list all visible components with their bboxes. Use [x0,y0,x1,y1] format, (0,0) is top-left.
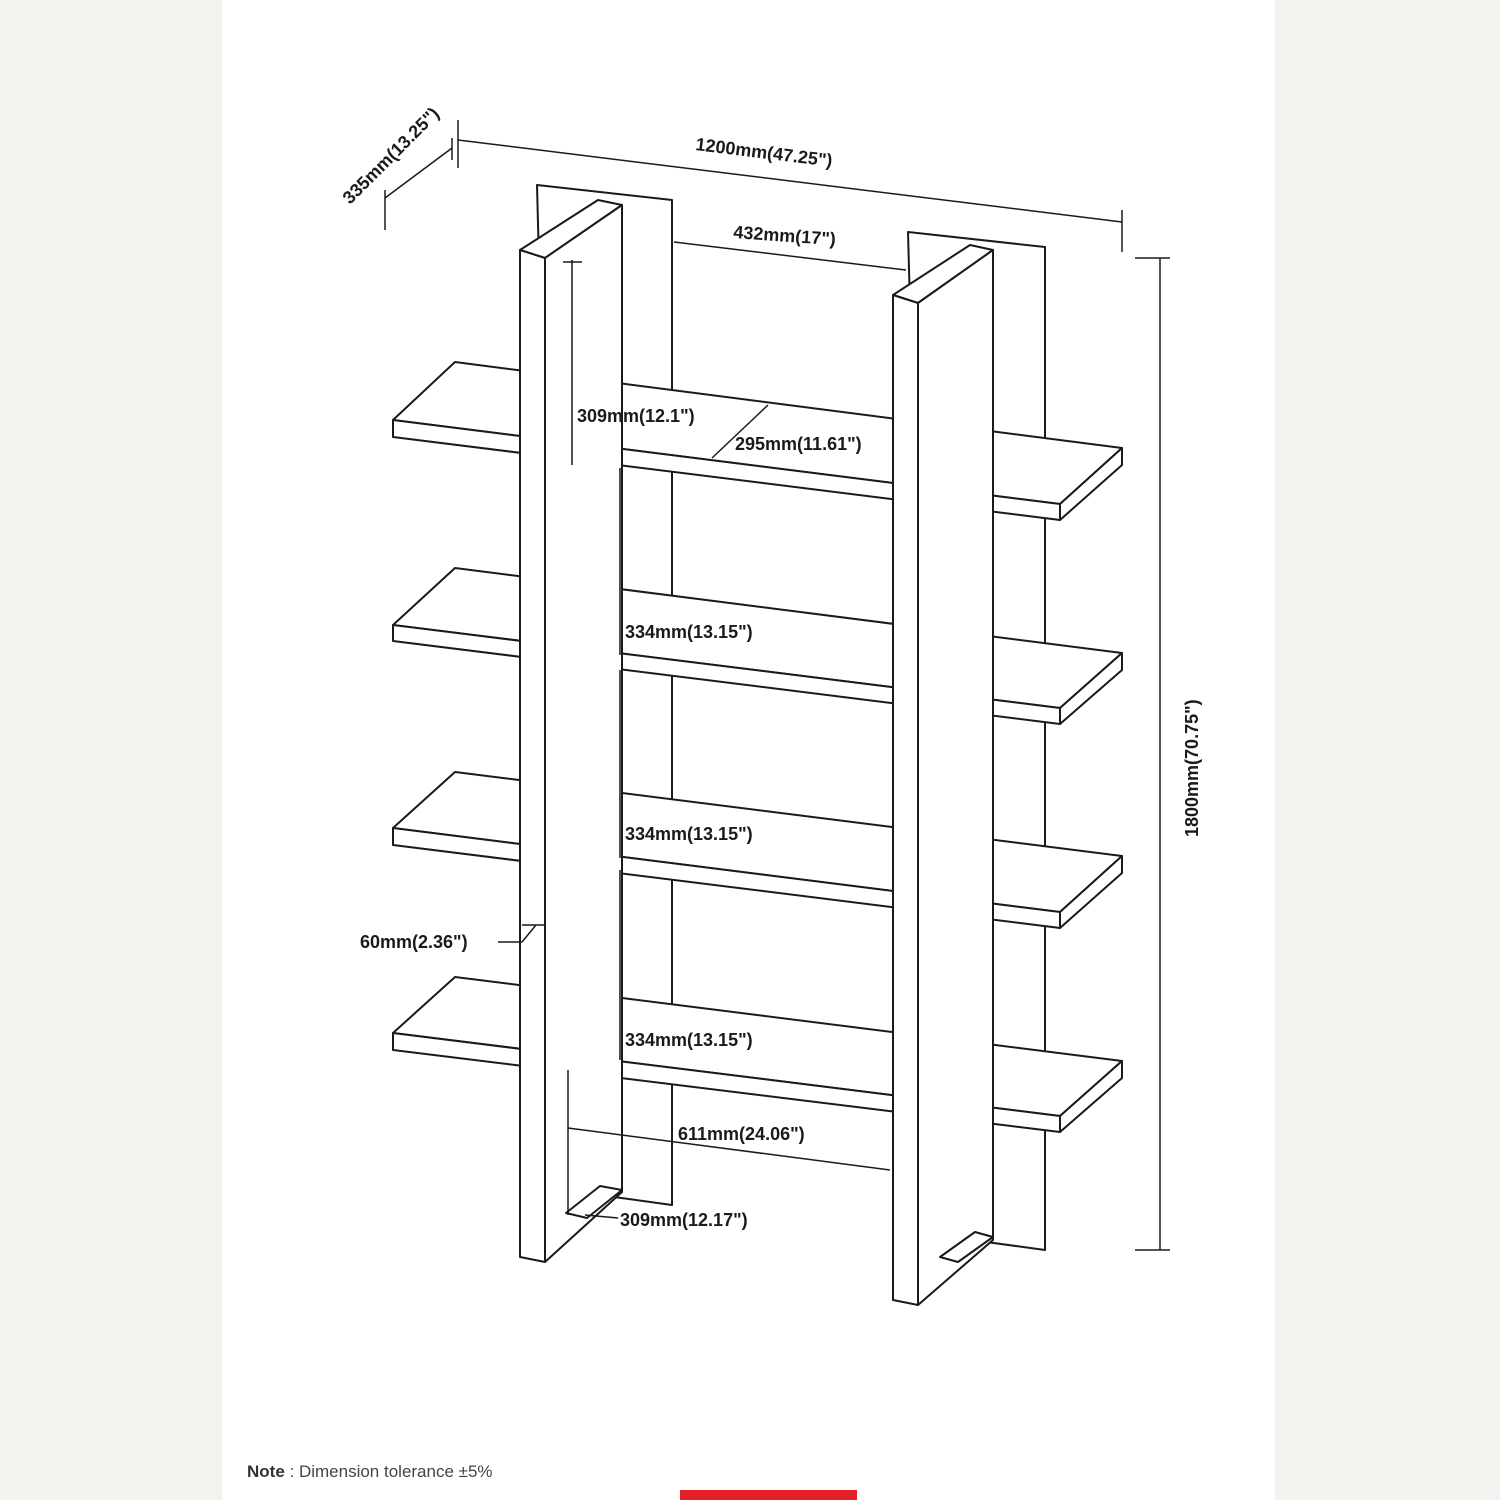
left-upright-front [520,250,545,1262]
label-spacing-2: 334mm(13.15") [625,824,753,844]
note-label: Note [247,1462,285,1481]
red-accent-bar [680,1490,857,1500]
label-depth: 335mm(13.25") [338,103,444,208]
label-panel-thickness: 60mm(2.36") [360,932,468,952]
label-inner-width: 432mm(17") [732,222,837,250]
label-width: 1200mm(47.25") [694,134,834,171]
label-height: 1800mm(70.75") [1182,699,1202,837]
right-upright-front [893,295,918,1305]
right-upright-side [918,250,993,1305]
label-shelf-depth: 295mm(11.61") [735,434,862,454]
note-separator: : [284,1462,299,1481]
note-text: Dimension tolerance ±5% [298,1462,493,1481]
label-spacing-3: 334mm(13.15") [625,1030,753,1050]
left-upright-side [545,205,622,1262]
label-spacing-1: 334mm(13.15") [625,622,753,642]
tolerance-note [247,1462,493,1482]
label-bottom-gap: 309mm(12.17") [620,1210,748,1230]
label-bottom-width: 611mm(24.06") [678,1124,805,1144]
label-top-gap: 309mm(12.1") [577,406,695,426]
